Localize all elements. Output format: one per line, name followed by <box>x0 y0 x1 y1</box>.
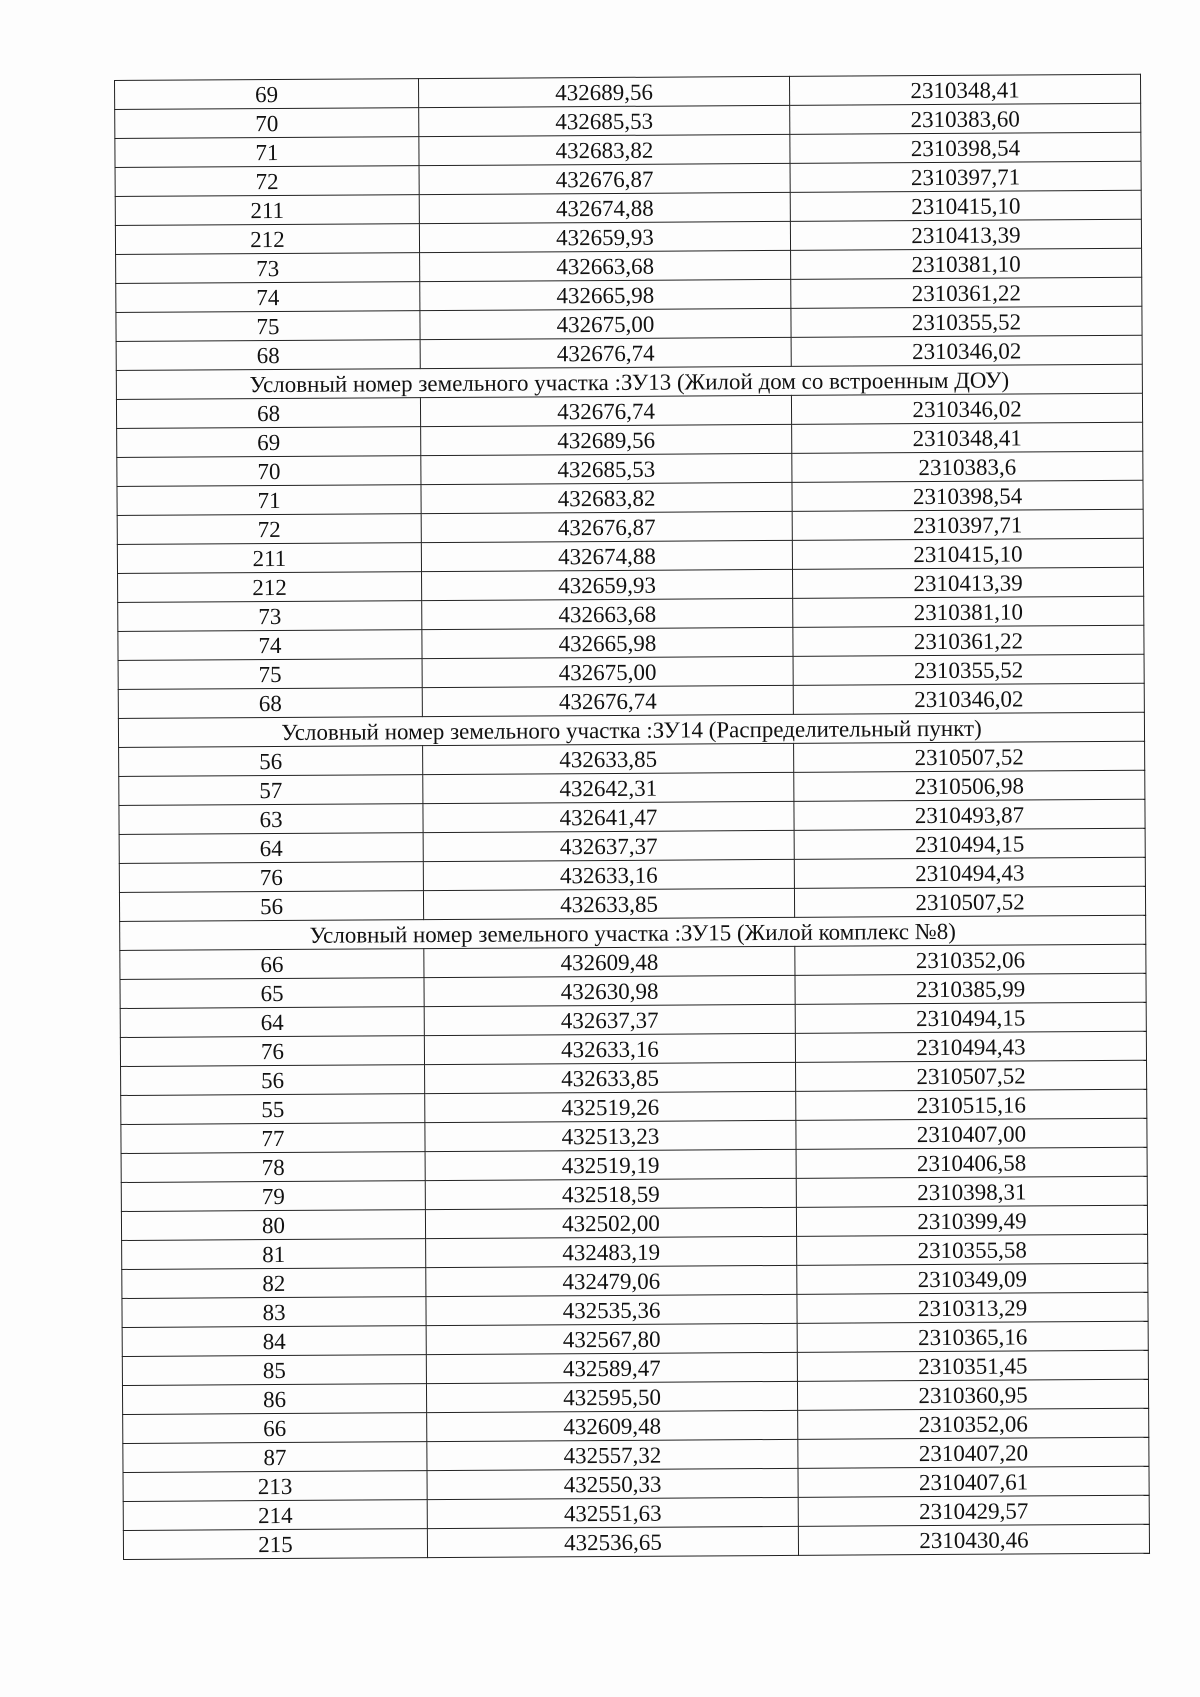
x-coordinate: 432567,80 <box>426 1323 797 1354</box>
y-coordinate: 2310346,02 <box>791 335 1142 366</box>
x-coordinate: 432676,74 <box>420 337 791 368</box>
point-number: 73 <box>118 601 422 632</box>
point-number: 76 <box>120 1036 424 1067</box>
y-coordinate: 2310430,46 <box>798 1524 1149 1555</box>
y-coordinate: 2310381,10 <box>793 596 1144 627</box>
point-number: 83 <box>122 1297 426 1328</box>
point-number: 55 <box>121 1094 425 1125</box>
y-coordinate: 2310351,45 <box>797 1350 1148 1381</box>
section-title: Условный номер земельного участка :ЗУ15 (Жилой комплекс №8) <box>120 915 1146 950</box>
y-coordinate: 2310415,10 <box>792 538 1143 569</box>
point-number: 66 <box>120 949 424 980</box>
point-number: 56 <box>119 746 423 777</box>
x-coordinate: 432518,59 <box>425 1178 796 1209</box>
point-number: 57 <box>119 775 423 806</box>
y-coordinate: 2310407,00 <box>796 1118 1147 1149</box>
point-number: 65 <box>120 978 424 1009</box>
point-number: 215 <box>123 1529 427 1560</box>
point-number: 82 <box>122 1268 426 1299</box>
y-coordinate: 2310507,52 <box>794 886 1145 917</box>
x-coordinate: 432609,48 <box>424 946 795 977</box>
x-coordinate: 432633,85 <box>425 1062 796 1093</box>
y-coordinate: 2310515,16 <box>796 1089 1147 1120</box>
y-coordinate: 2310313,29 <box>797 1292 1148 1323</box>
y-coordinate: 2310506,98 <box>794 770 1145 801</box>
y-coordinate: 2310361,22 <box>791 277 1142 308</box>
x-coordinate: 432513,23 <box>425 1120 796 1151</box>
point-number: 66 <box>123 1413 427 1444</box>
y-coordinate: 2310352,06 <box>798 1408 1149 1439</box>
y-coordinate: 2310361,22 <box>793 625 1144 656</box>
point-number: 87 <box>123 1442 427 1473</box>
x-coordinate: 432609,48 <box>427 1410 798 1441</box>
point-number: 63 <box>119 804 423 835</box>
x-coordinate: 432683,82 <box>419 134 790 165</box>
y-coordinate: 2310507,52 <box>796 1060 1147 1091</box>
point-number: 214 <box>123 1500 427 1531</box>
y-coordinate: 2310355,52 <box>793 654 1144 685</box>
x-coordinate: 432519,26 <box>425 1091 796 1122</box>
y-coordinate: 2310407,61 <box>798 1466 1149 1497</box>
y-coordinate: 2310399,49 <box>796 1205 1147 1236</box>
point-number: 78 <box>121 1152 425 1183</box>
y-coordinate: 2310383,6 <box>792 451 1143 482</box>
x-coordinate: 432479,06 <box>426 1265 797 1296</box>
y-coordinate: 2310398,54 <box>792 480 1143 511</box>
point-number: 211 <box>117 543 421 574</box>
x-coordinate: 432683,82 <box>421 482 792 513</box>
point-number: 56 <box>121 1065 425 1096</box>
x-coordinate: 432676,74 <box>420 395 791 426</box>
section-title: Условный номер земельного участка :ЗУ14 (Распределительный пункт) <box>118 712 1144 747</box>
point-number: 212 <box>118 572 422 603</box>
x-coordinate: 432689,56 <box>421 424 792 455</box>
y-coordinate: 2310381,10 <box>791 248 1142 279</box>
y-coordinate: 2310365,16 <box>797 1321 1148 1352</box>
x-coordinate: 432674,88 <box>419 192 790 223</box>
x-coordinate: 432550,33 <box>427 1468 798 1499</box>
point-number: 81 <box>122 1239 426 1270</box>
point-number: 68 <box>118 688 422 719</box>
point-number: 79 <box>121 1181 425 1212</box>
x-coordinate: 432633,16 <box>424 1033 795 1064</box>
point-number: 69 <box>117 427 421 458</box>
x-coordinate: 432663,68 <box>420 250 791 281</box>
point-number: 212 <box>115 224 419 255</box>
y-coordinate: 2310352,06 <box>795 944 1146 975</box>
point-number: 71 <box>117 485 421 516</box>
y-coordinate: 2310413,39 <box>790 219 1141 250</box>
y-coordinate: 2310397,71 <box>790 161 1141 192</box>
x-coordinate: 432659,93 <box>422 569 793 600</box>
y-coordinate: 2310383,60 <box>790 103 1141 134</box>
x-coordinate: 432535,36 <box>426 1294 797 1325</box>
x-coordinate: 432502,00 <box>425 1207 796 1238</box>
point-number: 69 <box>115 79 419 110</box>
x-coordinate: 432637,37 <box>423 830 794 861</box>
point-number: 56 <box>119 891 423 922</box>
y-coordinate: 2310385,99 <box>795 973 1146 1004</box>
x-coordinate: 432675,00 <box>422 656 793 687</box>
coordinates-table-body <box>115 74 1150 1559</box>
point-number: 71 <box>115 137 419 168</box>
x-coordinate: 432589,47 <box>426 1352 797 1383</box>
x-coordinate: 432663,68 <box>422 598 793 629</box>
point-number: 75 <box>116 311 420 342</box>
y-coordinate: 2310429,57 <box>798 1495 1149 1526</box>
x-coordinate: 432642,31 <box>423 772 794 803</box>
point-number: 77 <box>121 1123 425 1154</box>
x-coordinate: 432676,74 <box>422 685 793 716</box>
x-coordinate: 432536,65 <box>427 1526 798 1557</box>
x-coordinate: 432675,00 <box>420 308 791 339</box>
point-number: 86 <box>122 1384 426 1415</box>
point-number: 68 <box>116 398 420 429</box>
y-coordinate: 2310398,31 <box>796 1176 1147 1207</box>
x-coordinate: 432633,16 <box>423 859 794 890</box>
y-coordinate: 2310507,52 <box>794 741 1145 772</box>
y-coordinate: 2310406,58 <box>796 1147 1147 1178</box>
point-number: 70 <box>115 108 419 139</box>
x-coordinate: 432557,32 <box>427 1439 798 1470</box>
table-row <box>123 1524 1149 1559</box>
point-number: 84 <box>122 1326 426 1357</box>
y-coordinate: 2310493,87 <box>794 799 1145 830</box>
point-number: 72 <box>117 514 421 545</box>
x-coordinate: 432637,37 <box>424 1004 795 1035</box>
x-coordinate: 432665,98 <box>422 627 793 658</box>
point-number: 74 <box>116 282 420 313</box>
x-coordinate: 432676,87 <box>421 511 792 542</box>
y-coordinate: 2310415,10 <box>790 190 1141 221</box>
point-number: 64 <box>119 833 423 864</box>
point-number: 70 <box>117 456 421 487</box>
y-coordinate: 2310346,02 <box>791 393 1142 424</box>
point-number: 80 <box>121 1210 425 1241</box>
x-coordinate: 432685,53 <box>419 105 790 136</box>
x-coordinate: 432551,63 <box>427 1497 798 1528</box>
point-number: 85 <box>122 1355 426 1386</box>
point-number: 75 <box>118 659 422 690</box>
y-coordinate: 2310348,41 <box>789 74 1140 105</box>
y-coordinate: 2310407,20 <box>798 1437 1149 1468</box>
x-coordinate: 432685,53 <box>421 453 792 484</box>
y-coordinate: 2310494,15 <box>794 828 1145 859</box>
y-coordinate: 2310397,71 <box>792 509 1143 540</box>
point-number: 213 <box>123 1471 427 1502</box>
x-coordinate: 432674,88 <box>421 540 792 571</box>
point-number: 73 <box>116 253 420 284</box>
y-coordinate: 2310355,52 <box>791 306 1142 337</box>
point-number: 68 <box>116 340 420 371</box>
x-coordinate: 432630,98 <box>424 975 795 1006</box>
y-coordinate: 2310360,95 <box>797 1379 1148 1410</box>
x-coordinate: 432633,85 <box>423 888 794 919</box>
x-coordinate: 432665,98 <box>420 279 791 310</box>
y-coordinate: 2310349,09 <box>797 1263 1148 1294</box>
section-title: Условный номер земельного участка :ЗУ13 (Жилой дом со встроенным ДОУ) <box>116 364 1142 399</box>
x-coordinate: 432659,93 <box>419 221 790 252</box>
point-number: 74 <box>118 630 422 661</box>
coordinates-table <box>114 74 1150 1560</box>
x-coordinate: 432633,85 <box>423 743 794 774</box>
point-number: 72 <box>115 166 419 197</box>
y-coordinate: 2310346,02 <box>793 683 1144 714</box>
x-coordinate: 432519,19 <box>425 1149 796 1180</box>
x-coordinate: 432676,87 <box>419 163 790 194</box>
x-coordinate: 432595,50 <box>426 1381 797 1412</box>
point-number: 76 <box>119 862 423 893</box>
y-coordinate: 2310494,15 <box>795 1002 1146 1033</box>
y-coordinate: 2310494,43 <box>795 1031 1146 1062</box>
x-coordinate: 432689,56 <box>418 76 789 107</box>
x-coordinate: 432483,19 <box>426 1236 797 1267</box>
x-coordinate: 432641,47 <box>423 801 794 832</box>
y-coordinate: 2310355,58 <box>797 1234 1148 1265</box>
y-coordinate: 2310494,43 <box>794 857 1145 888</box>
y-coordinate: 2310348,41 <box>792 422 1143 453</box>
point-number: 64 <box>120 1007 424 1038</box>
point-number: 211 <box>115 195 419 226</box>
y-coordinate: 2310398,54 <box>790 132 1141 163</box>
y-coordinate: 2310413,39 <box>793 567 1144 598</box>
